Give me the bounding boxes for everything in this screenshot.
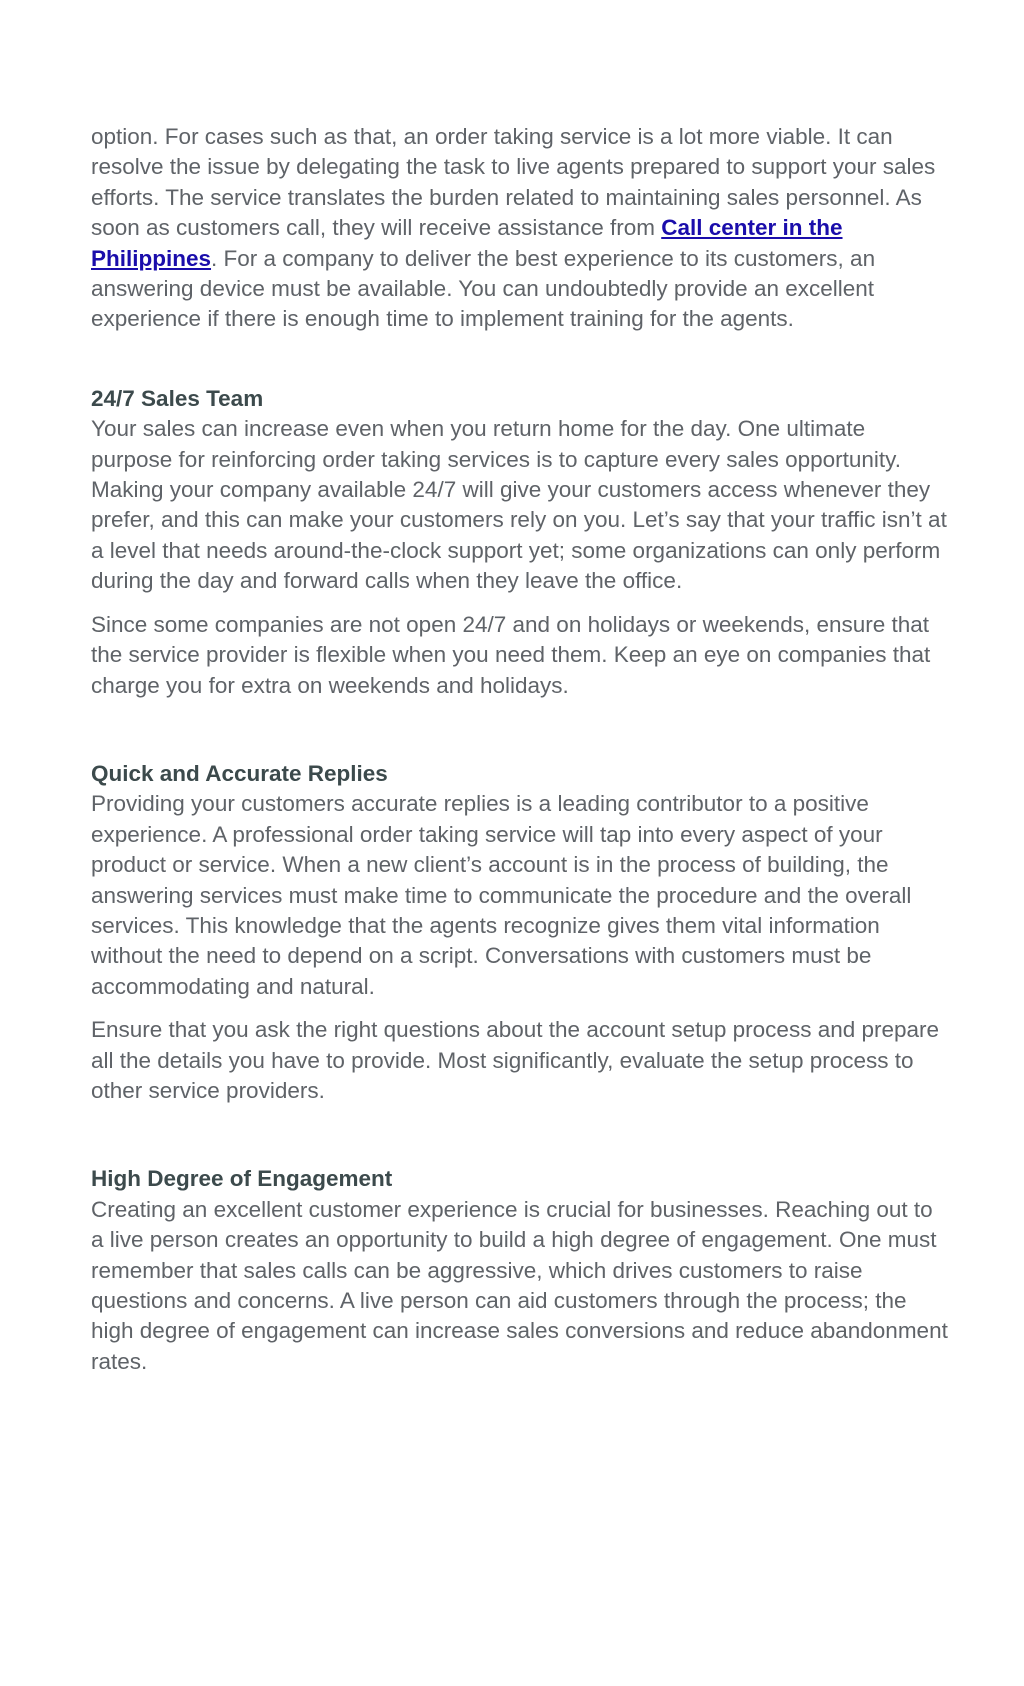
section-heading-sales-team: 24/7 Sales Team (91, 385, 264, 411)
section-quick-replies-paragraph-2: Ensure that you ask the right questions about the account setup process and prepare all the details you have to provide. Most significantly, evaluate the setup process to other service providers. (91, 1017, 940, 1103)
section-heading-quick-replies: Quick and Accurate Replies (91, 760, 388, 786)
intro-paragraph (91, 122, 951, 335)
intro-text-before-link: option. For cases such as that, an order taking service is a lot more viable. It can resolve the issue by delegating the task to live agents prepared to support your sales efforts. The service translates the burden related to maintaining sales personnel. As soon as customers call, they will receive assistance from (91, 124, 936, 241)
call-center-link[interactable]: Call center in the Philippines (91, 215, 843, 271)
section-heading-engagement: High Degree of Engagement (91, 1166, 393, 1192)
section-sales-team-paragraph-2: Since some companies are not open 24/7 and on holidays or weekends, ensure that the service provider is flexible when you need them. Keep an eye on companies that charge you for extra on weekends and holidays. (91, 611, 931, 698)
section-engagement-paragraph-1: Creating an excellent customer experience is crucial for businesses. Reaching out to a live person creates an opportunity to build a high degree of engagement. One must remember that sales calls can be aggressive, which drives customers to raise questions and concerns. A live person can aid customers through the process; the high degree of engagement can increase sales conversions and reduce abandonment rates. (91, 1196, 948, 1374)
section-sales-team-paragraph-1: Your sales can increase even when you return home for the day. One ultimate purpose for reinforcing order taking services is to capture every sales opportunity. Making your company available 24/7 will give your customers access whenever they prefer, and this can make your customers rely on you. Let’s say that your traffic isn’t at a level that needs around-the-clock support yet; some organizations can only perform during the day and forward calls when they leave the office. (91, 416, 947, 594)
intro-text-after-link: . For a company to deliver the best experience to its customers, an answering device must be available. You can undoubtedly provide an excellent experience if there is enough time to implement training for the agents. (91, 245, 876, 332)
section-quick-replies-paragraph-1: Providing your customers accurate replies is a leading contributor to a positive experience. A professional order taking service will tap into every aspect of your product or service. When a new client’s account is in the process of building, the answering services must make time to communicate the procedure and the overall services. This knowledge that the agents recognize gives them vital information without the need to depend on a script. Conversations with customers must be accommodating and natural. (91, 791, 912, 999)
document-body (91, 122, 951, 1377)
